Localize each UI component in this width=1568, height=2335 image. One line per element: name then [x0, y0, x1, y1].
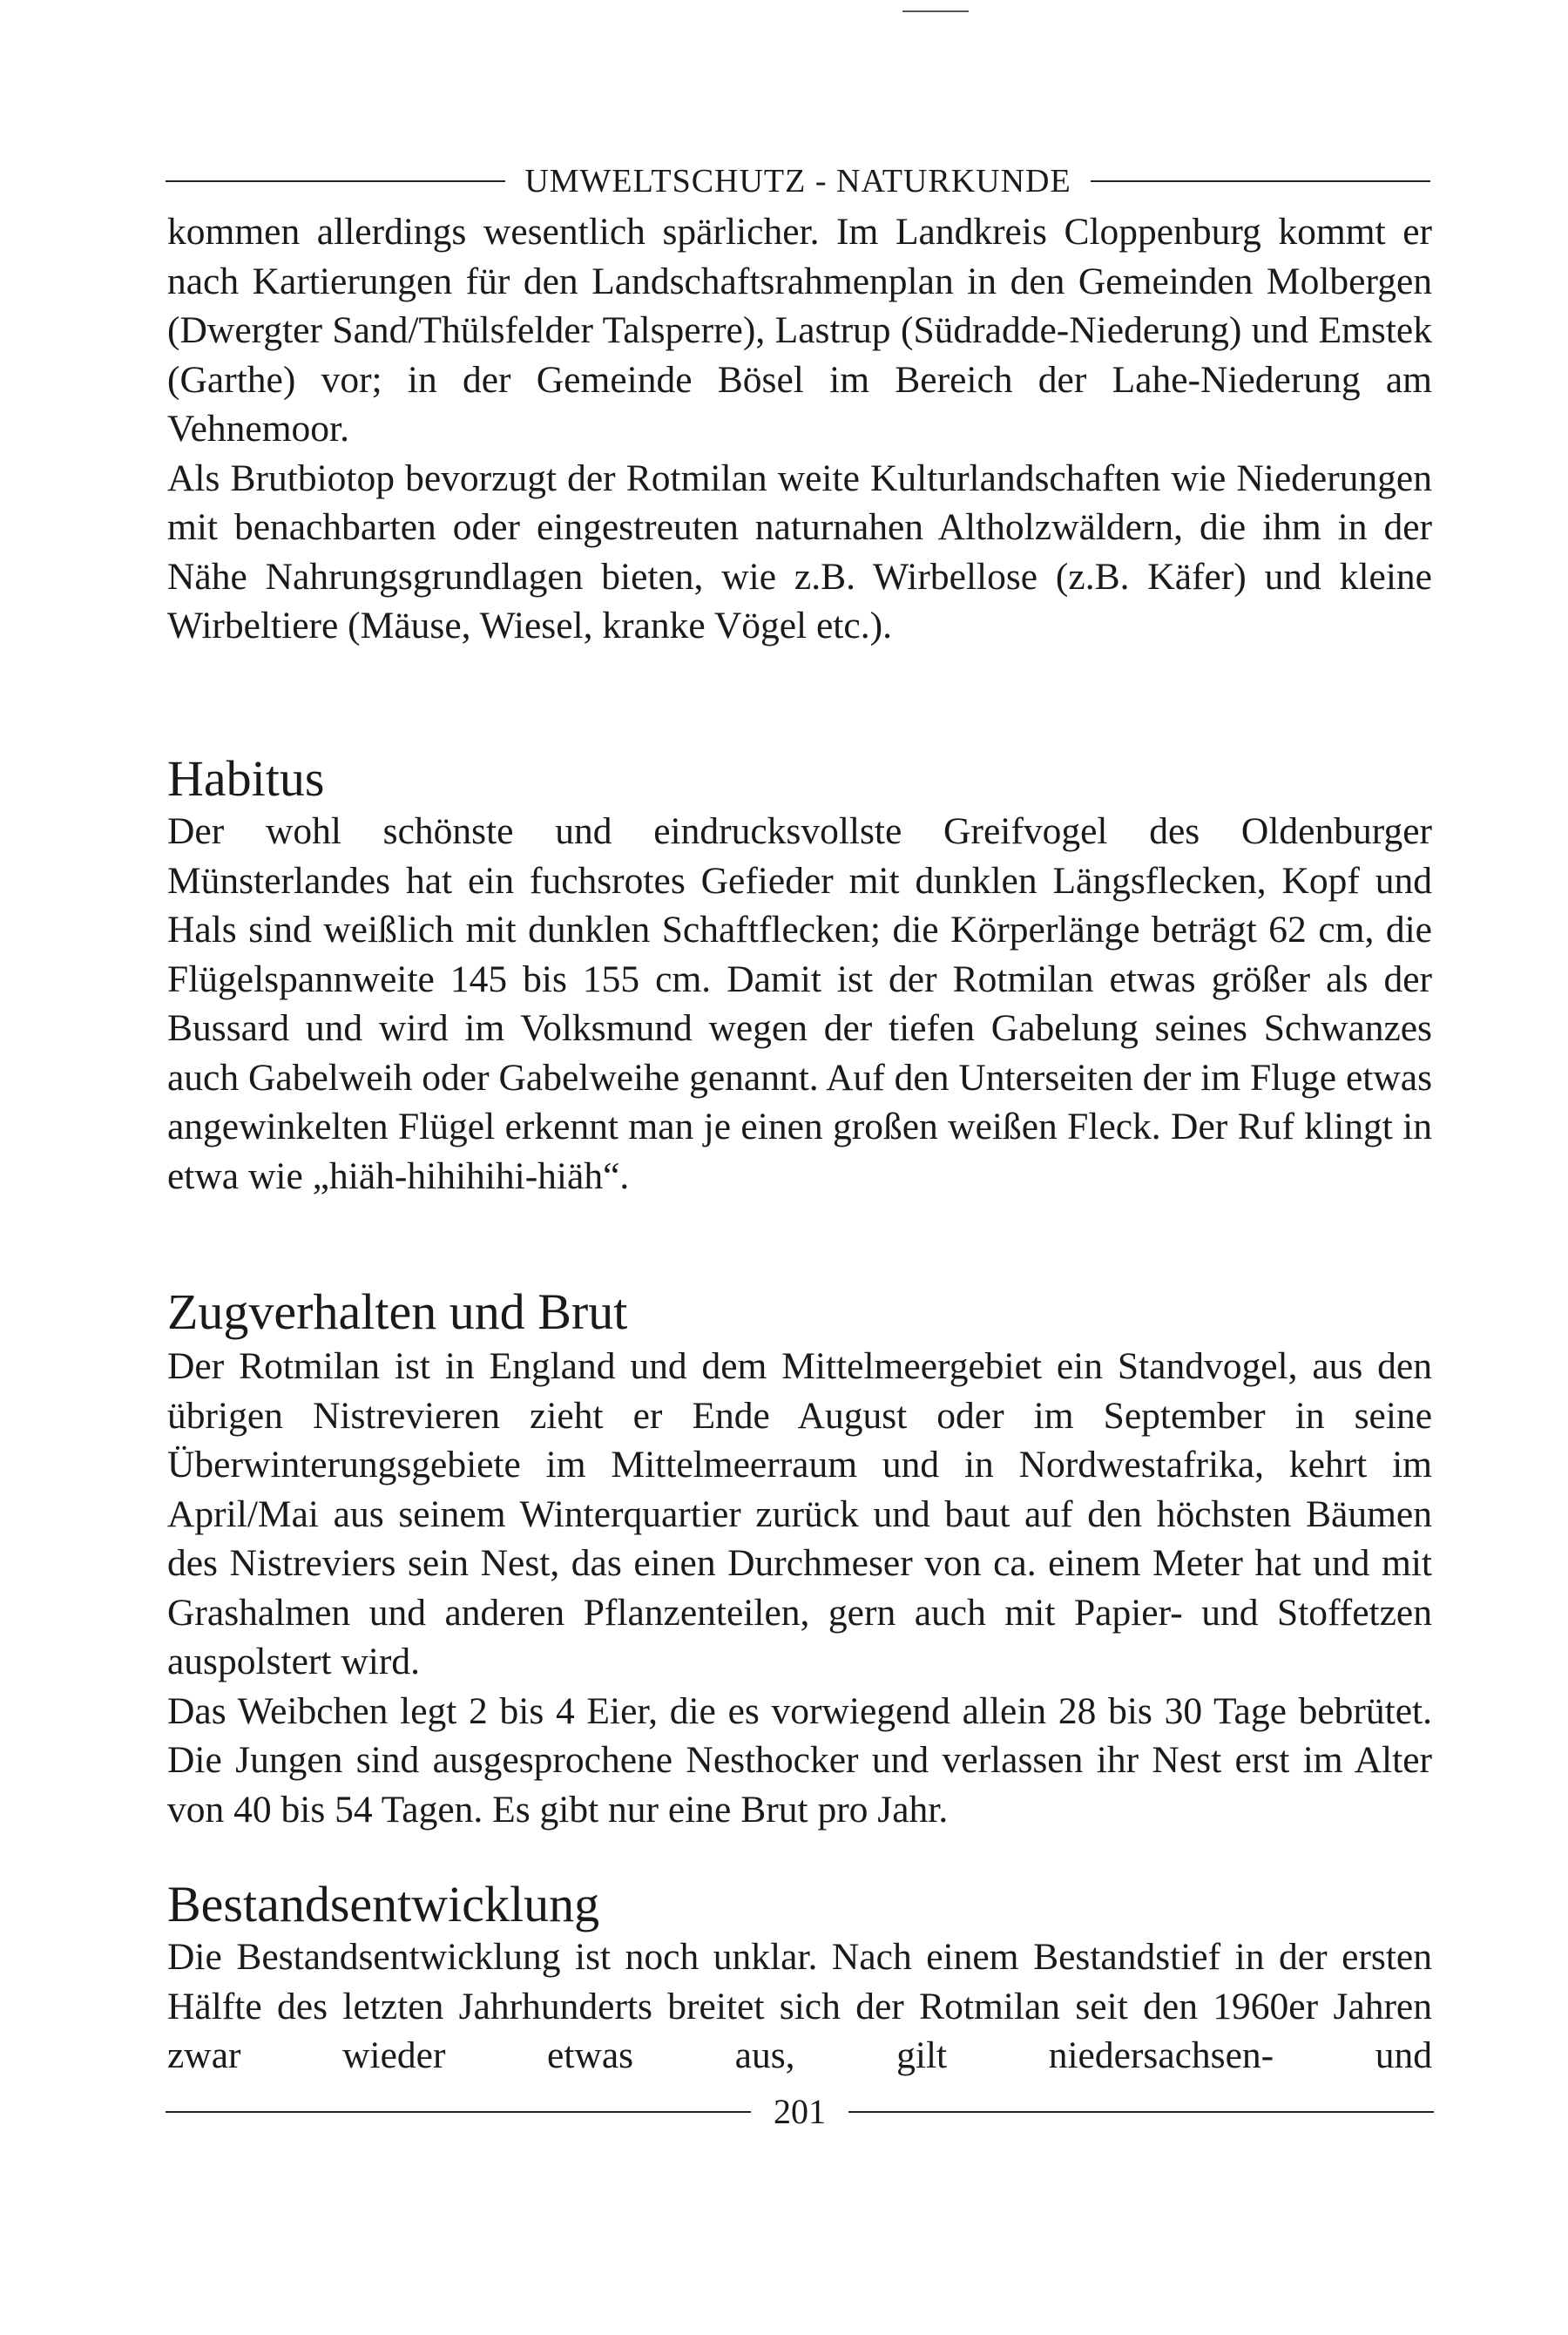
habitus-section — [167, 807, 1432, 1201]
zugverhalten-paragraph-1: Der Rotmilan ist in England und dem Mittelmeergebiet ein Standvogel, aus den übrigen Nistrevieren zieht er Ende August oder im September in seine Überwinterungsgebiete im Mittelmeerraum und in Nordwestafrika, kehrt im April/Mai aus seinem Winterquartier zurück und baut auf den höchsten Bäumen des Nistreviers sein Nest, das einen Durchmeser von ca. einem Meter hat und mit Grashalmen und anderen Pflanzenteilen, gern auch mit Papier- und Stoffetzen auspolstert wird. — [167, 1345, 1432, 1682]
page-footer — [166, 2091, 1434, 2132]
running-head — [166, 162, 1430, 200]
zugverhalten-section — [167, 1342, 1432, 1834]
bestand-section — [167, 1932, 1432, 2081]
intro-paragraph-1: kommen allerdings wesentlich spärlicher. Im Landkreis Cloppenburg kommt er nach Kartierungen für den Landschaftsrahmenplan in den Gemeinden Molbergen (Dwergter Sand/Thülsfelder Talsperre), Lastrup (Südradde-Niederung) und Emstek (Garthe) vor; in der Gemeinde Bösel im Bereich der Lahe-Niederung am Vehnemoor. — [167, 211, 1432, 450]
running-head-title: UMWELTSCHUTZ - NATURKUNDE — [524, 163, 1071, 200]
running-head-rule-right — [1091, 180, 1430, 182]
footer-rule-left — [166, 2111, 751, 2113]
top-edge-mark — [902, 10, 969, 12]
footer-rule-right — [848, 2111, 1434, 2113]
zugverhalten-paragraph-2: Das Weibchen legt 2 bis 4 Eier, die es vorwiegend allein 28 bis 30 Tage bebrütet. Die Jungen sind ausgesprochene Nesthocker und verlassen ihr Nest erst im Alter von 40 bis 54 Tagen. Es gibt nur eine Brut pro Jahr. — [167, 1689, 1432, 1831]
heading-habitus: Habitus — [167, 750, 325, 807]
running-head-rule-left — [166, 180, 505, 182]
heading-bestandsentwicklung: Bestandsentwicklung — [167, 1876, 600, 1932]
bestand-paragraph-1: Die Bestandsentwicklung ist noch unklar. Nach einem Bestandstief in der ersten Hälfte des letzten Jahrhunderts breitet sich der Rotmilan seit den 1960er Jahren zwar wieder etwas aus, gilt niedersachsen- und — [167, 1936, 1432, 2076]
page-number: 201 — [774, 2092, 826, 2131]
intro-section — [167, 207, 1432, 651]
heading-zugverhalten-und-brut: Zugverhalten und Brut — [167, 1283, 628, 1340]
intro-paragraph-2: Als Brutbiotop bevorzugt der Rotmilan weite Kulturlandschaften wie Niederungen mit benachbarten oder eingestreuten naturnahen Altholzwäldern, die ihm in der Nähe Nahrungsgrundlagen bieten, wie z.B. Wirbellose (z.B. Käfer) und kleine Wirbeltiere (Mäuse, Wiesel, kranke Vögel etc.). — [167, 457, 1432, 646]
habitus-paragraph-1: Der wohl schönste und eindrucksvollste Greifvogel des Oldenburger Münsterlandes hat ein fuchsrotes Gefieder mit dunklen Längsflecken, Kopf und Hals sind weißlich mit dunklen Schaftflecken; die Körperlänge beträgt 62 cm, die Flügelspannweite 145 bis 155 cm. Damit ist der Rotmilan etwas größer als der Bussard und wird im Volksmund wegen der tiefen Gabelung seines Schwanzes auch Gabelweih oder Gabelweihe genannt. Auf den Unterseiten der im Fluge etwas angewinkelten Flügel erkennt man je einen großen weißen Fleck. Der Ruf klingt in etwa wie „hiäh-hihihihi-hiäh“. — [167, 810, 1432, 1197]
